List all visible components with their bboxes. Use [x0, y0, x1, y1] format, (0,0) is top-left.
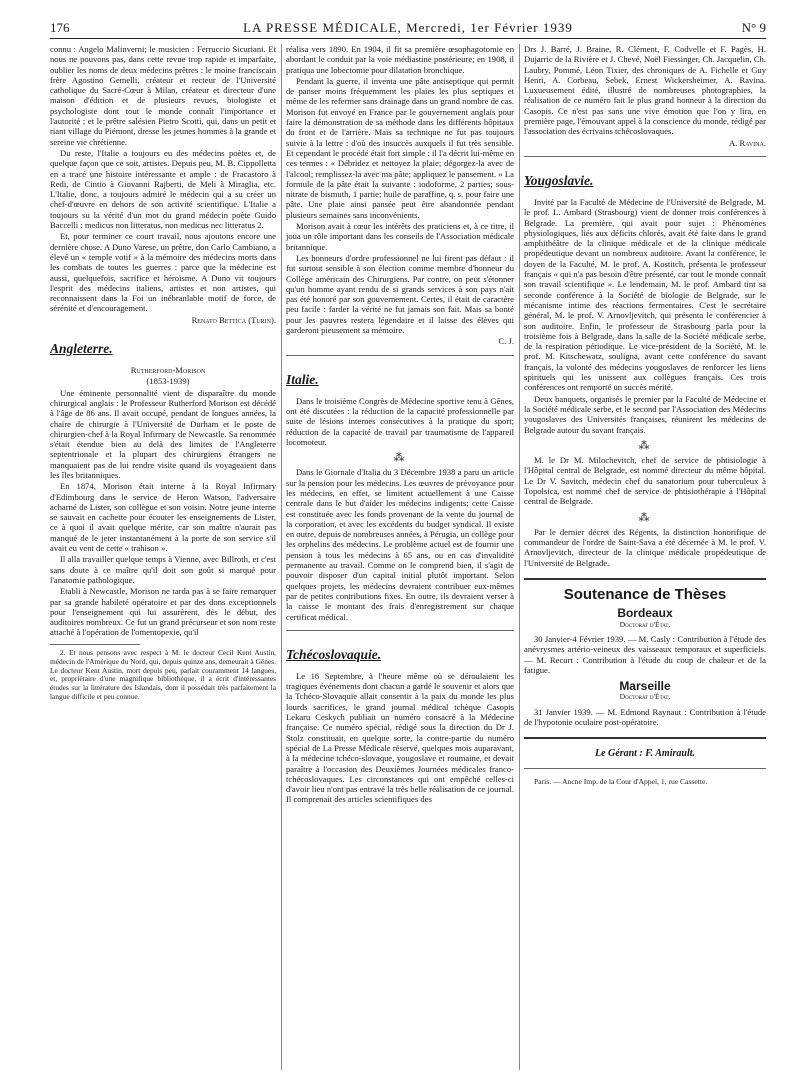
issue-number: N° 9	[741, 20, 766, 35]
paragraph: Et, pour terminer ce court travail, nous ajoutons encore une dernière chose. A Duno Varese, un prêtre, don Carlo Cambiano, a élevé un « temple votif » à la mémoire des médecins morts dans les combats de toutes les guerres : parce que la médecine est aussi, quelquefois, sacrifice et héroïsme. A Duno vit toujours l'esprit des médecins italiens, artistes et non artistes, qui reconnaissent dans la Foi un inébranlable motif de force, de sérénité et d'encouragement.	[50, 231, 276, 314]
paragraph: Le 16 Septembre, à l'heure même où se déroulaient les tragiques événements dont chacun a gardé le souvenir et alors que la Tchéco-Slovaquie allait consentir à la paix du monde les plus lourds sacrifices, le grand journal médical tchèque Casopis Lekaru Ceskych publiait un numéro consacré à la Médecine française. Ce numéro spécial, rédigé sous la direction du Dr J. Stolz constituait, en quelque sorte, la contre-partie du numéro spécial de La Presse Médicale réservé, quelques mois auparavant, à la médecine tchéco-slovaque, yougoslave et roumaine, et devait paraître à l'occasion des Deuxièmes Journées médicales franco-tchécoslovaques. Les circonstances qui ont empêché celles-ci d'avoir lieu n'ont pas entravé la très belle réalisation de ce journal. Il comprenait des articles scientifiques des	[286, 670, 514, 805]
section-rule	[286, 355, 514, 356]
thesis-entry: 30 Janvier-4 Février 1939. — M. Casly : Contribution à l'étude des anévrysmes artério-veineux des vaisseaux temporaux et superficiels. — M. Recurt : Contribution à l'étude du coup de chaleur et de la fatigue.	[524, 633, 766, 675]
section-heading-angleterre: Angleterre.	[50, 341, 113, 357]
section-rule	[524, 768, 766, 769]
paragraph: Invité par la Faculté de Médecine de l'Université de Belgrade, M. le prof. L. Ambard (Strasbourg) vient de donner trois conférences à Belgrade. La première, qui avait pour sujet : Phénomènes physiologiques, liés aux déficits chlorés, avait été faite dans le grand amphithéâtre de la clinique médicale et de la clinique médicale propédeutique devant un nombreux auditoire. Avant la conférence, le doyen de la Faculté, M. le prof. A. Kostitch, présenta le professeur français « qui n'a pas besoin d'être présenté, car tout le monde connaît son travail scientifique ». Le lendemain, M. le prof. Ambard tint sa seconde conférence à la Société de biologie de Belgrade, sur le mécanisme intime des réactions fermentaires. C'est le secrétaire général, M. le prof. V. Arnovljevitch, qui présenta le conférencier à son auditoire. Enfin, le professeur de Strasbourg parla pour la troisième fois à Belgrade, dans la salle de la Société médicale serbe, de la respiration périodique. Le vice-président de la Société, M. le prof. M. Kitschewatz, souligna, avant cette conférence du savant français, la volonté des médecins yougoslaves de renforcer les liens spirituels qui les unissent aux collègues français. Ces trois conférences ont remporté un succès mérité.	[524, 196, 766, 393]
author-signature: A. Ravina.	[729, 137, 766, 148]
section-heading-italie: Italie.	[286, 371, 319, 387]
page-header	[50, 18, 766, 39]
paragraph: Par le dernier décret des Régents, la distinction honorifique de commandeur de l'ordre de Saint-Sava a été décernée à M. le prof. V. Arnovljevitch, directeur de la clinique médicale propédeutique de l'Université de Belgrade.	[524, 526, 766, 568]
theses-heading: Soutenance de Thèses	[563, 586, 727, 604]
paragraph: Dans le Giornale d'Italia du 3 Décembre 1938 a paru un article sur la pension pour les médecins. Les œuvres de prévoyance pour les médecins, en effet, se limitent actuellement à une Caisse centrale dans le but d'aider les médecins indigents; cette Caisse est constituée avec les fonds provenant de la vente du journal de la corporation, et avec les excédents du budget syndical. Il existe en outre, depuis de nombreuses années, à Pérugia, un collège pour les orphelins des médecins. Le problème actuel est de fournir une pension à tous les médecins à 65 ans, ou en cas d'invalidité permanente au travail. Comme on le comprend bien, il s'agit de pouvoir disposer d'un capital initial plutôt important. Selon quelques projets, les médecins devraient contribuer eux-mêmes par de petites contributions fixes. En outre, ils devraient verser à la caisse le montant des frais d'enregistrement sur chaque certificat médical.	[286, 467, 514, 622]
footnote: 2. Et nous pensons avec respect à M. le docteur Cecil Kent Austin, médecin de l'Amérique du Nord, qui, depuis quinze ans, demeurait à Gênes. Le docteur Kent Austin, mort depuis peu, parlait couramment 14 langues, et, propriétaire d'une magnifique bibliothèque, il a écrit d'intéressantes études sur la littérature des Islandais, dont il possédait très parfaitement la langue difficile et peu connue.	[50, 647, 276, 702]
footnote-rule	[50, 644, 140, 645]
paragraph: Etabli à Newcastle, Morison ne tarda pas à se faire remarquer par sa grande habileté opératoire et par des dons exceptionnels pour l'enseignement qui lui assurèrent, dès le début, des auditoires nombreux. Ce fut un grand précurseur et son nom reste attaché à l'opération de l'omentopexie, qu'il	[50, 586, 276, 638]
paragraph: connu : Angelo Malinverni; le musicien : Ferruccio Sicuriani. Et nous ne pouvons pas, dans cette revue trop rapide et imparfaite, oublier les noms de deux médecins prêtres : le moine franciscain frère Agostino Gemelli, créateur et recteur de l'Université catholique du Sacré-Cœur à Milan, créateur et directeur d'une maison d'édition et de plusieurs revues, biologiste et psychologiste dont tout le monde connaît l'importance et l'autorité ; et le prêtre salésien Pietro Scotti, qui, dans un petit et riant village du Piémont, dresse les jeunes hommes à la grande et sereine vie chrétienne.	[50, 44, 276, 147]
paragraph: En 1874, Morison était interne à la Royal Infirmary d'Edimbourg dans le service de Heron Watson, l'adversaire acharné de Lister, son collègue et son voisin. Notre jeune interne se sauvait en cachette pour écouter les enseignements de Lister, ce à quoi il avait quelque mérite, car son maître n'aurait pas manqué de le jeter instantanément à la porte de son service s'il avait eu vent de cette « trahison ».	[50, 481, 276, 554]
paragraph: Du reste, l'Italie a toujours eu des médecins poètes et, de quelque façon que ce soit, artistes. Depuis peu, M. B. Cippolletta en a tracé une histoire intéressante et ample : de Fracastoro à Redi, de Cintio à Giovanni Rajberti, de Meli à Miraglia, etc. L'Italie, donc, a toujours admiré le médecin qui a su créer un chef-d'œuvre en dehors de son activité scientifique. L'Italie a toujours su la vérité d'un mot du grand médecin poète Guido Baccelli : medicus non litteratus, non medicus nec litteratus 2.	[50, 147, 276, 231]
city-heading-marseille: Marseille	[619, 679, 671, 694]
thesis-entry: 31 Janvier 1939. — M. Edmond Raynaut : Contribution à l'étude de l'hypotonie oculaire post-opératoire.	[524, 706, 766, 728]
publisher-manager: Le Gérant : F. Amirault.	[594, 748, 695, 760]
asterism-separator: ⁂	[638, 439, 652, 452]
author-signature: C. J.	[498, 336, 514, 347]
paragraph: Drs J. Barré, J. Braine, R. Clément, F. Codvelle et F. Pagès, H. Dujarric de la Rivière et J. Chevé, Noël Fiessinger, Ch. Jacquelin, Ch. Laubry, Pommé, Léon Tixier, des chroniques de A. Fichelle et Guy Henri, A. Corbeau, Sebek, Ernest Wickersheimer, A. Ravina. Luxueusement édité, illustré de nombreuses photographies, la réalisation de ce numéro fait le plus grand honneur à la direction du Casopis. Ce n'est pas sans une vive émotion que l'on y lira, en première page, l'émouvant appel à la conscience du monde, rédigé par l'association des écrivains tchécoslovaques.	[524, 44, 766, 137]
column-1	[50, 44, 276, 1070]
section-heading-tchecoslovaquie: Tchécoslovaquie.	[286, 646, 382, 662]
asterism-separator: ⁂	[638, 511, 652, 524]
paragraph: M. le Dr M. Milochevitch, chef de service de phtisiologie à l'Hôpital central de Belgrade, est nommé directeur du même hôpital. Le Dr V. Savitch, médecin chef du sanatorium pour tuberculeux à Topolsica, est nommé chef de service de phtisiothérapie à l'Hôpital central de Belgrade.	[524, 455, 766, 507]
column-divider-2	[519, 44, 520, 1070]
author-signature: Renato Bettica (Turin).	[191, 314, 276, 325]
paragraph: Pendant la guerre, il inventa une pâte antiseptique qui permit de panser moins fréquemment les plaies les plus septiques et même de les refermer sans drainage dans un grand nombre de cas. Morison fut envoyé en France par le gouvernement anglais pour faire la démonstration de sa méthode dans les différents hôpitaux du front et de l'arrière. Mais sa technique ne fut pas toujours suivie à la lettre : d'où des insuccès auxquels il fut très sensible. Et cependant le procédé était fort simple : il l'a décrit lui-même en ces termes : « Débridez et nettoyez la plaie; dégorgez-la avec de l'alcool; remplissez-la avec ma pâte; appliquez le pansement. » La formule de la pâte était la suivante : iodoforme, 2 parties; sous-nitrate de bismuth, 1 partie; huile de paraffine, q. s. pour faire une pâte. Une plaie ainsi pansée peut être abandonnée pendant plusieurs semaines sans inconvénients.	[286, 75, 514, 220]
obituary-name: Rutherford-Morison	[130, 365, 206, 376]
section-rule	[524, 737, 766, 739]
obituary-dates: (1853-1939)	[146, 376, 190, 387]
paragraph: Dans le troisième Congrès de Médecine sportive tenu à Gênes, ont été discutées : la réduction de la capacité professionnelle par suite de lésions internes consécutives à la pratique du sport; réduction de la capacité de travail par traumatisme de l'appareil locomoteur.	[286, 395, 514, 447]
section-rule	[524, 156, 766, 157]
column-2	[286, 44, 514, 1070]
section-rule	[286, 630, 514, 631]
city-heading-bordeaux: Bordeaux	[617, 606, 673, 621]
doctorate-label: Doctorat d'État.	[619, 692, 671, 702]
paragraph: Une éminente personnalité vient de disparaître du monde chirurgical anglais : le Professeur Rutherford Morison est décédé à l'âge de 86 ans. Il avait occupé, pendant de longues années, la chaire de chirurgie à l'Université de Durham et le poste de chirurgien-chef à la Royal Infirmary de Newcastle. Sa renommée s'était étendue bien au delà des limites de l'Angleterre septentrionale et la plupart des chirurgiens étrangers ne manquaient pas de lui rendre visite quand ils voyageaient dans les îles britanniques.	[50, 387, 276, 480]
paragraph: Il alla travailler quelque temps à Vienne, avec Billroth, et c'est sans doute à ce maître qu'il doit son goût si marqué pour l'anatomie pathologique.	[50, 554, 276, 585]
section-rule	[524, 578, 766, 580]
paragraph: Deux banquets, organisés le premier par la Faculté de Médecine et la Société médicale serbe, et le second par l'Association des Médecins yougoslaves des Universités françaises, réunirent les médecins de Belgrade autour du savant français.	[524, 393, 766, 435]
printer-imprint: Paris. — Ancne Imp. de la Cour d'Appel, 1, rue Cassette.	[534, 776, 708, 786]
paragraph: Morison avait à cœur les intérêts des praticiens et, à ce titre, il joua un rôle important dans les conseils de l'Association médicale britannique.	[286, 221, 514, 252]
journal-title: LA PRESSE MÉDICALE, Mercredi, 1er Février 1939	[243, 20, 573, 35]
column-3	[524, 44, 766, 1070]
asterism-separator: ⁂	[393, 452, 407, 465]
section-heading-yougoslavie: Yougoslavie.	[524, 172, 594, 188]
paragraph: Les honneurs d'ordre professionnel ne lui firent pas défaut : il fut surtout sensible à son élection comme membre d'honneur du Collège américain des Chirurgiens. Par contre, on peut s'étonner qu'un homme ayant rendu de si grands services à son pays n'ait pas été honoré par son gouvernement. Certes, il était de caractère peu facile : farder la vérité ne fut jamais son fait. Mais sa bonté pour les pauvres restera légendaire et il laisse des élèves qui garderont pieusement sa mémoire.	[286, 252, 514, 336]
doctorate-label: Doctorat d'État.	[619, 619, 671, 629]
column-divider-1	[281, 44, 282, 1070]
page-number: 176	[50, 20, 70, 35]
paragraph: réalisa vers 1890. En 1904, il fit sa première œsophagotomie en abordant le conduit par la voie médiastine postérieure; en 1908, il pratiqua une lobectomie pour dilatation bronchique.	[286, 44, 514, 75]
